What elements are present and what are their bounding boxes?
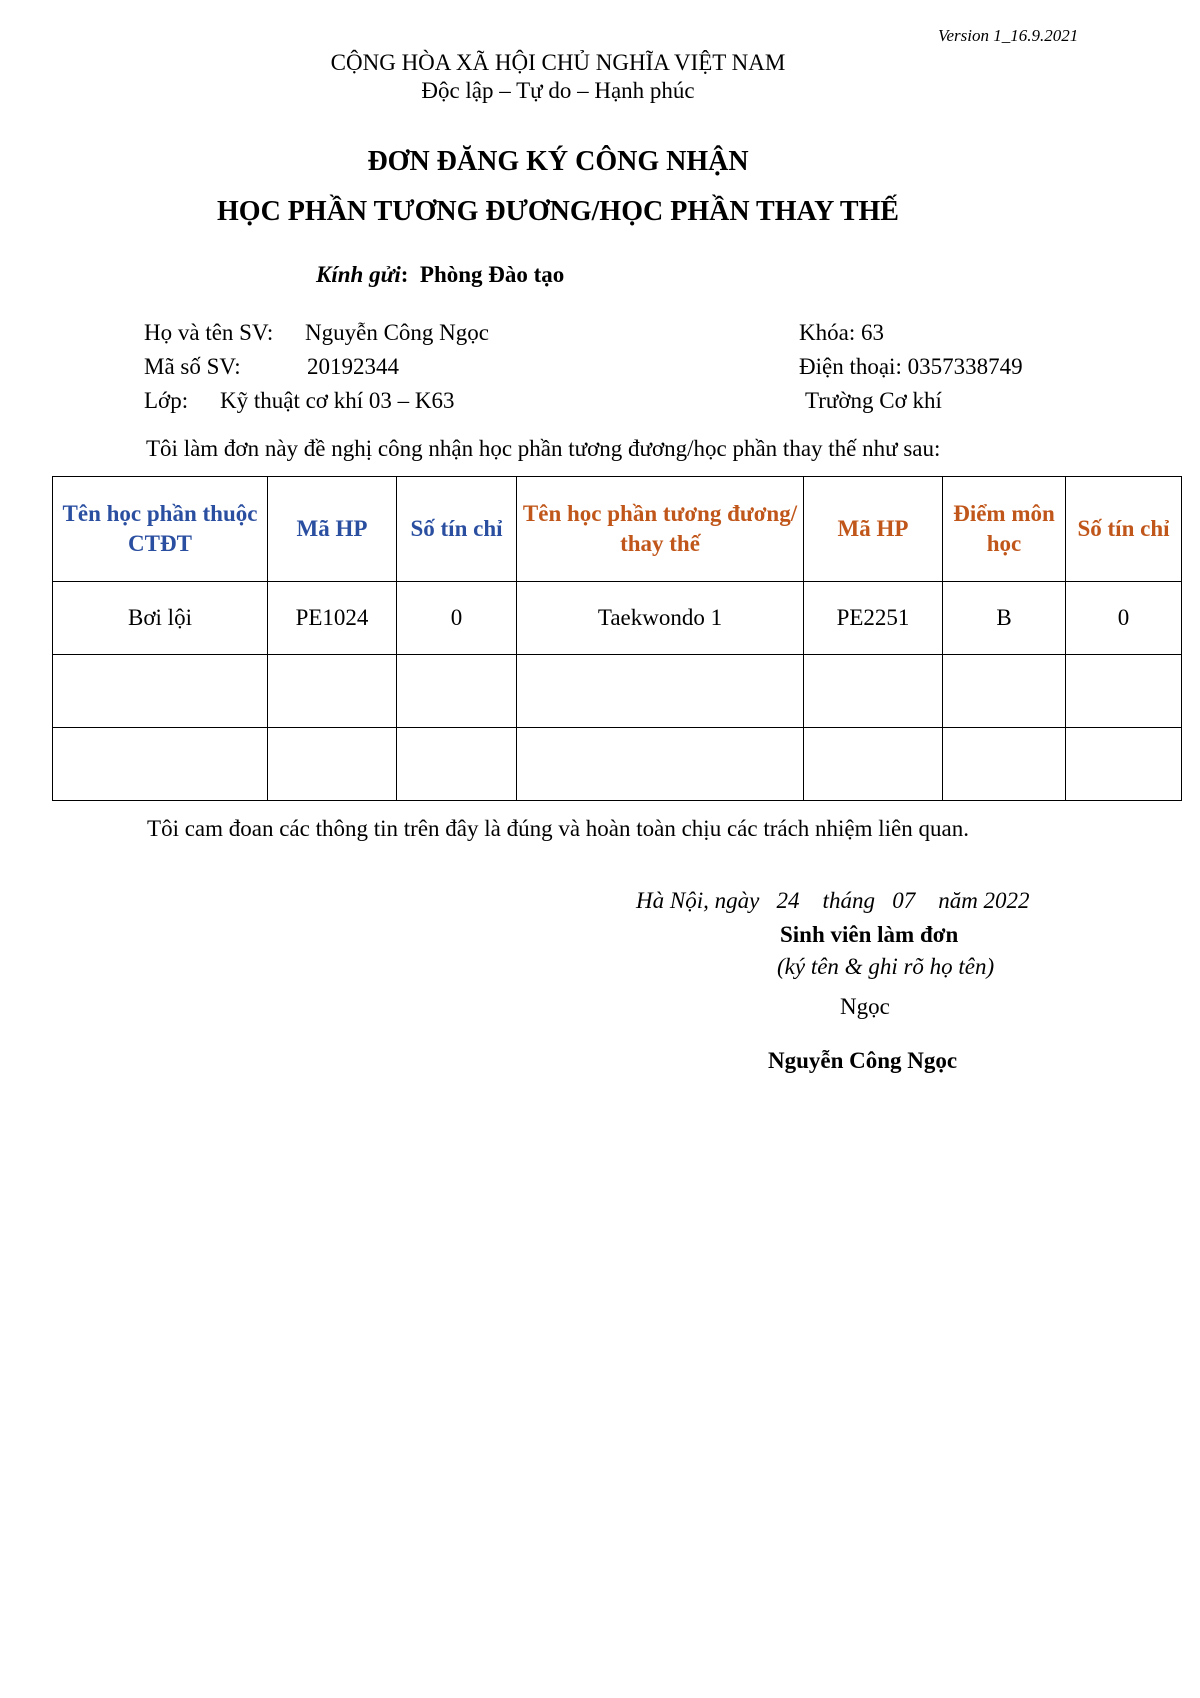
table-cell: Taekwondo 1: [517, 582, 804, 655]
form-title-line2: HỌC PHẦN TƯƠNG ĐƯƠNG/HỌC PHẦN THAY THẾ: [217, 196, 899, 227]
signature-role: Sinh viên làm đơn: [780, 922, 959, 947]
header-course-name: Tên học phần thuộc CTĐT: [53, 477, 268, 582]
table-cell: [943, 655, 1066, 728]
table-cell: [53, 655, 268, 728]
table-cell: 0: [397, 582, 517, 655]
form-title-line1: ĐƠN ĐĂNG KÝ CÔNG NHẬN: [367, 146, 749, 177]
signature-date: Hà Nội, ngày 24 tháng 07 năm 2022: [636, 888, 1030, 913]
student-class-label: Lớp:: [144, 388, 189, 413]
student-school: Trường Cơ khí: [805, 388, 942, 413]
national-motto: Độc lập – Tự do – Hạnh phúc: [421, 78, 695, 103]
table-cell: [397, 655, 517, 728]
table-cell: [517, 655, 804, 728]
table-cell: PE1024: [268, 582, 397, 655]
version-label: Version 1_16.9.2021: [938, 26, 1079, 45]
header-grade: Điểm môn học: [943, 477, 1066, 582]
table-cell: [517, 728, 804, 801]
header-equivalent-course: Tên học phần tương đương/ thay thế: [517, 477, 804, 582]
table-cell: [1066, 728, 1182, 801]
table-cell: 0: [1066, 582, 1182, 655]
table-cell: [804, 655, 943, 728]
header-course-code: Mã HP: [268, 477, 397, 582]
recipient-value: Phòng Đào tạo: [419, 262, 565, 287]
table-cell: [943, 728, 1066, 801]
student-name: Nguyễn Công Ngọc: [305, 320, 489, 345]
header-equivalent-code: Mã HP: [804, 477, 943, 582]
signer-full-name: Nguyễn Công Ngọc: [768, 1048, 958, 1073]
recipient-label: Kính gửi: [316, 262, 401, 287]
recipient-line: Kính gửi: Phòng Đào tạo: [316, 262, 565, 287]
table-cell: [804, 728, 943, 801]
header-equivalent-credits: Số tín chỉ: [1066, 477, 1182, 582]
table-cell: B: [943, 582, 1066, 655]
student-class: Kỹ thuật cơ khí 03 – K63: [220, 388, 455, 413]
table-cell: PE2251: [804, 582, 943, 655]
student-cohort: Khóa: 63: [799, 320, 884, 345]
student-phone: Điện thoại: 0357338749: [799, 354, 1023, 379]
course-table: [52, 476, 1182, 801]
table-row: [53, 655, 1182, 728]
table-cell: Bơi lội: [53, 582, 268, 655]
table-cell: [268, 655, 397, 728]
table-cell: [397, 728, 517, 801]
table-cell: [53, 728, 268, 801]
student-id-label: Mã số SV:: [144, 354, 241, 379]
signature-instruction: (ký tên & ghi rõ họ tên): [777, 954, 995, 979]
student-id: 20192344: [307, 354, 399, 379]
signature-mark: Ngọc: [840, 994, 890, 1019]
student-name-label: Họ và tên SV:: [144, 320, 274, 345]
table-cell: [1066, 655, 1182, 728]
table-row: [53, 582, 1182, 655]
table-cell: [268, 728, 397, 801]
header-credits: Số tín chỉ: [397, 477, 517, 582]
table-row: [53, 728, 1182, 801]
table-header-row: [53, 477, 1182, 582]
pledge-text: Tôi cam đoan các thông tin trên đây là đúng và hoàn toàn chịu các trách nhiệm liên quan.: [147, 816, 969, 841]
national-header: CỘNG HÒA XÃ HỘI CHỦ NGHĨA VIỆT NAM: [330, 50, 786, 75]
request-text: Tôi làm đơn này đề nghị công nhận học phần tương đương/học phần thay thế như sau:: [146, 436, 941, 461]
